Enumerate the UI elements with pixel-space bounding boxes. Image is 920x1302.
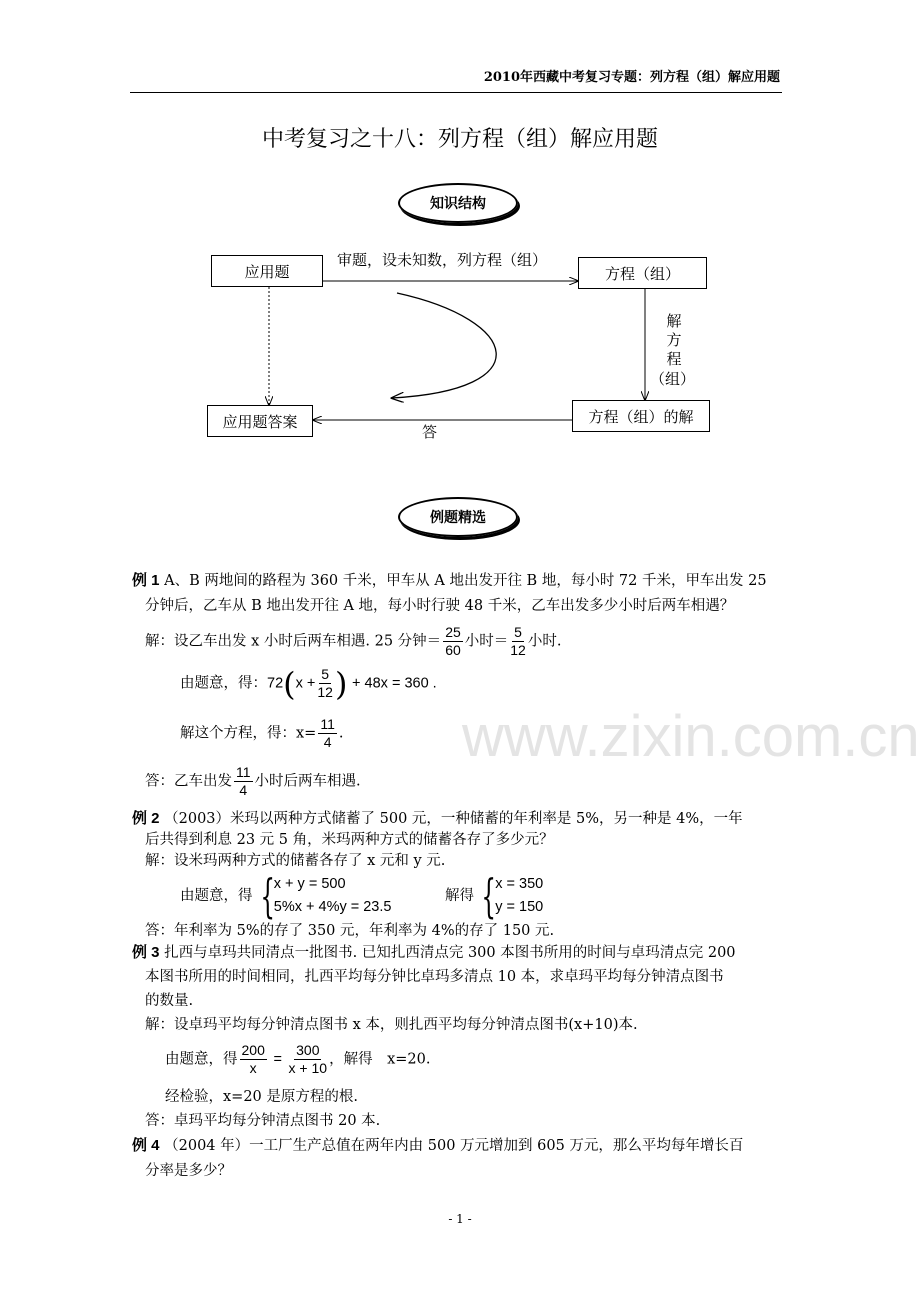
answer-line: 答：年利率为 5%的存了 350 元，年利率为 4%的存了 150 元. <box>145 923 555 939</box>
page-title: 中考复习之十八：列方程（组）解应用题 <box>261 127 658 152</box>
question-text: 后共得到利息 23 元 5 角，米玛两种方式的储蓄各存了多少元？ <box>145 832 554 848</box>
box-equation: 方程（组） <box>578 257 707 289</box>
question-text: （2004 年）一工厂生产总值在两年内由 500 万元增加到 605 万元，那么平均每年增长百 <box>164 1138 744 1154</box>
box-answer: 应用题答案 <box>207 405 313 437</box>
box-problem: 应用题 <box>211 255 323 287</box>
check-line: 经检验，x=20 是原方程的根. <box>165 1089 358 1105</box>
example-label: 例 2 <box>132 810 160 827</box>
box-solution: 方程（组）的解 <box>572 400 710 432</box>
watermark: www.zixin.com.cn <box>462 704 920 769</box>
arrow-label-right-group: （组） <box>650 370 696 388</box>
curved-return-arrow <box>392 293 496 398</box>
answer-line: 答：卓玛平均每分钟清点图书 20 本. <box>145 1113 381 1129</box>
solution-line: 解：设卓玛平均每分钟清点图书 x 本，则扎西平均每分钟清点图书(x+10)本. <box>145 1017 638 1033</box>
question-text: 本图书所用的时间相同，扎西平均每分钟比卓玛多清点 10 本，求卓玛平均每分钟清点图书 <box>145 969 724 985</box>
question-text: （2003）米玛以两种方式储蓄了 500 元，一种储蓄的年利率是 5%，另一种是 4%，一年 <box>164 811 743 827</box>
example-label: 例 3 <box>132 944 160 961</box>
section-heading-knowledge: 知识结构 <box>398 183 518 223</box>
arrow-label-right: 解 方 程 <box>666 312 682 368</box>
example-label: 例 1 <box>132 572 160 589</box>
question-text: 分率是多少？ <box>145 1163 232 1179</box>
equation-line: 由题意，得 $\frac{200}{x}$ = $\frac{300}{x + 10}$ ，解得 x=20. <box>165 1042 431 1076</box>
solution-line: 解：设乙车出发 x 小时后两车相遇. 25 分钟＝ $\frac{25}{60}$ 小时＝ $\frac{5}{12}$ 小时. <box>145 624 562 658</box>
question-text: 扎西与卓玛共同清点一批图书. 已知扎西清点完 300 本图书所用的时间与卓玛清点完 200 <box>164 945 736 961</box>
equation-line: 由题意，得：72(x + $\frac{5}{12}$ ) + 48x = 360 . <box>180 664 437 703</box>
arrow-label-top: 审题，设未知数，列方程（组） <box>337 251 548 269</box>
question-text: 的数量. <box>145 993 194 1009</box>
solution-system: 解得 { x = 350 y = 150 <box>445 869 544 923</box>
answer-line: 答：乙车出发 $\frac{11}{4}$ 小时后两车相遇. <box>145 764 361 798</box>
example-label: 例 4 <box>132 1137 160 1154</box>
arrow-label-bottom: 答 <box>422 423 438 441</box>
question-text: A、B 两地间的路程为 360 千米，甲车从 A 地出发开往 B 地，每小时 72 千米，甲车出发 25 <box>164 573 767 589</box>
running-header: 2010年西藏中考复习专题：列方程（组）解应用题 <box>483 70 780 85</box>
section-heading-examples: 例题精选 <box>398 497 518 537</box>
page-number: - 1 - <box>448 1212 472 1226</box>
equation-system: 由题意，得 { x + y = 500 5%x + 4%y = 23.5 <box>180 869 392 923</box>
flow-arrows <box>0 0 920 470</box>
solution-line: 解：设米玛两种方式的储蓄各存了 x 元和 y 元. <box>145 853 446 869</box>
solve-line: 解这个方程，得：x= $\frac{11}{4}$ . <box>180 716 344 750</box>
question-text: 分钟后，乙车从 B 地出发开往 A 地，每小时行驶 48 千米，乙车出发多少小时后两车相遇？ <box>145 598 735 614</box>
